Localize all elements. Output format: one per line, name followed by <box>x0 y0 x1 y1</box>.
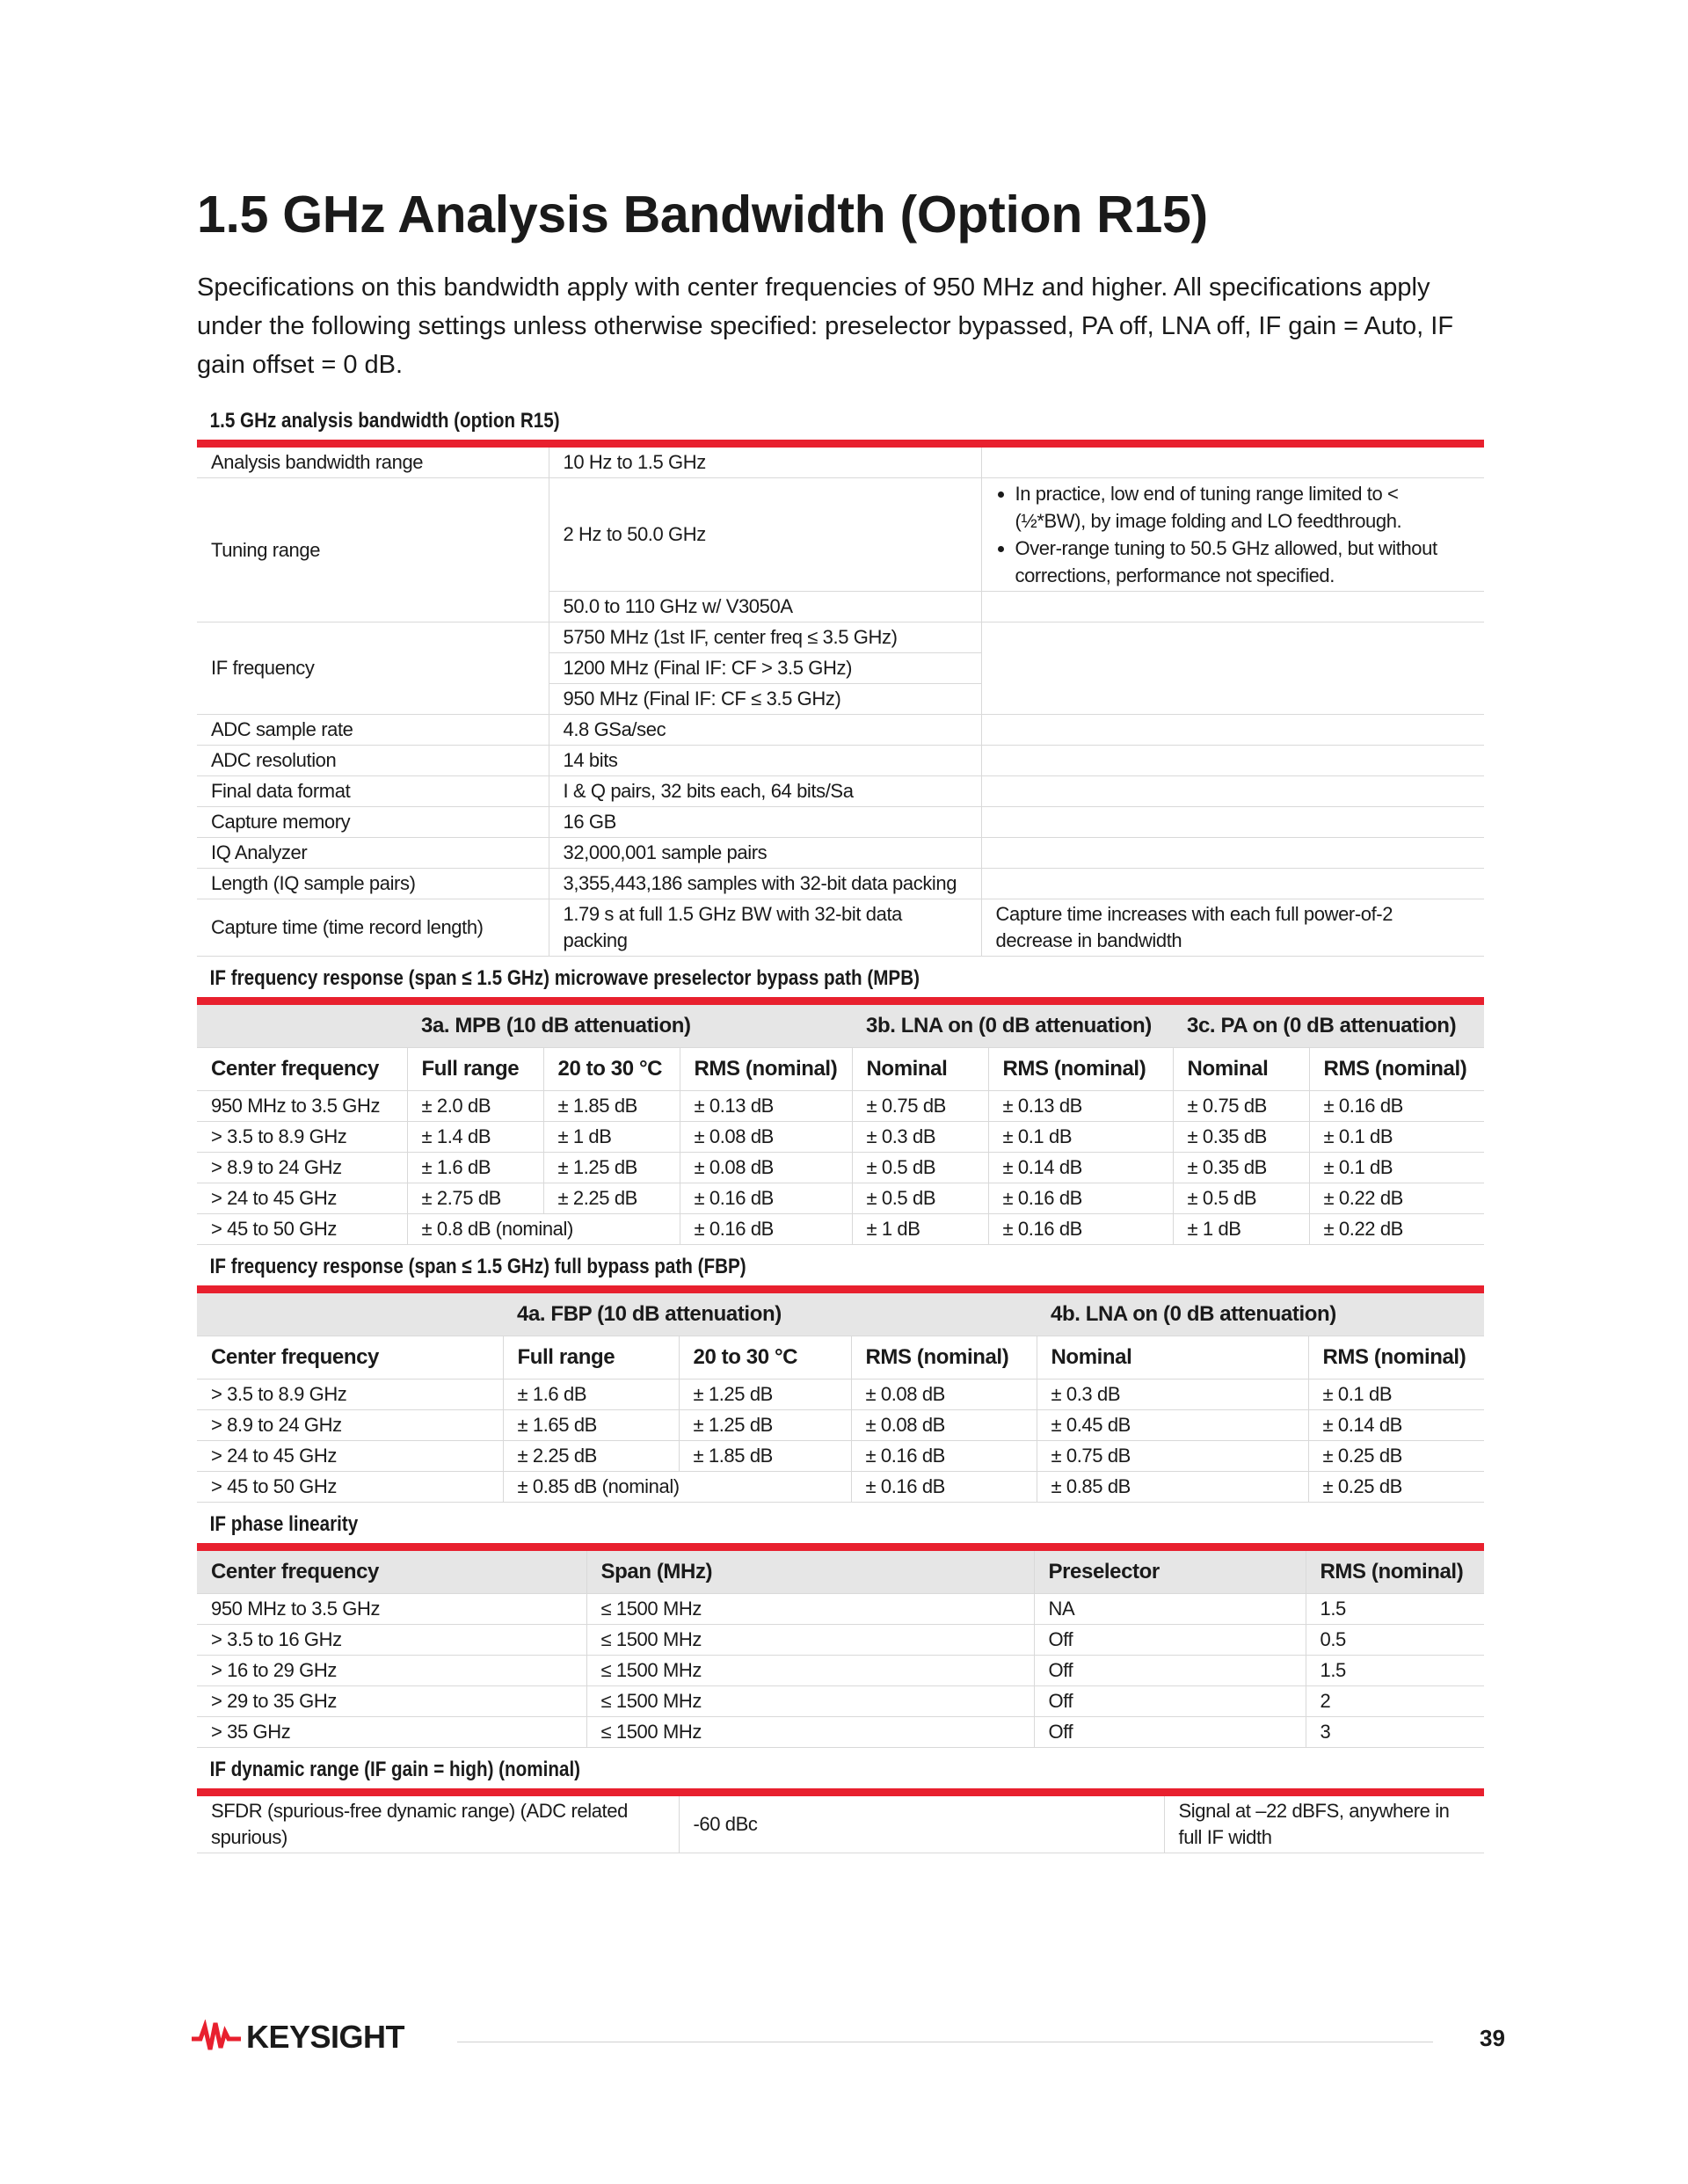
table-row <box>197 1214 1484 1245</box>
table-cell: > 29 to 35 GHz <box>197 1686 586 1717</box>
table-body <box>197 1091 1484 1214</box>
table-cell: ± 1.4 dB <box>407 1122 543 1153</box>
table-row <box>197 899 1484 957</box>
row-note <box>981 715 1484 746</box>
column-header: Full range <box>407 1048 543 1091</box>
table-row <box>197 1183 1484 1214</box>
table-cell: ± 1.6 dB <box>503 1380 679 1410</box>
column-header: RMS (nominal) <box>1306 1551 1484 1594</box>
row-value: 14 bits <box>549 746 981 776</box>
table-cell: ± 0.25 dB <box>1308 1441 1484 1472</box>
table-cell: ± 0.08 dB <box>851 1410 1037 1441</box>
section-divider <box>197 1788 1484 1796</box>
table-cell: ± 0.75 dB <box>1173 1091 1309 1122</box>
table-cell: > 3.5 to 8.9 GHz <box>197 1380 503 1410</box>
spec-content <box>197 403 1484 1853</box>
page-title: 1.5 GHz Analysis Bandwidth (Option R15) <box>197 186 1208 244</box>
table-row <box>197 869 1484 899</box>
row-value: 32,000,001 sample pairs <box>549 838 981 869</box>
row-note: Signal at –22 dBFS, anywhere in full IF width <box>1164 1796 1484 1853</box>
table-cell: ± 1.85 dB <box>543 1091 680 1122</box>
table-cell: 1.5 <box>1306 1656 1484 1686</box>
table-cell: > 24 to 45 GHz <box>197 1183 407 1214</box>
table-cell: ± 2.25 dB <box>503 1441 679 1472</box>
table-cell: 2 <box>1306 1686 1484 1717</box>
dynamic-range-table <box>197 1796 1484 1853</box>
row-label: Analysis bandwidth range <box>197 448 549 478</box>
row-note: Capture time increases with each full power-of-2 decrease in bandwidth <box>981 899 1484 957</box>
column-header: Span (MHz) <box>586 1551 1034 1594</box>
table-cell: ± 0.85 dB <box>1037 1472 1308 1503</box>
row-value: 3,355,443,186 samples with 32-bit data packing <box>549 869 981 899</box>
row-label: IF frequency <box>197 622 549 715</box>
note-item: • Over-range tuning to 50.5 GHz allowed, but without corrections, performance not specified. <box>1015 535 1471 589</box>
row-value: 16 GB <box>549 807 981 838</box>
table-cell: ± 0.16 dB <box>1309 1091 1484 1122</box>
column-header: RMS (nominal) <box>988 1048 1173 1091</box>
table-cell: ± 0.08 dB <box>851 1380 1037 1410</box>
column-header: RMS (nominal) <box>1308 1336 1484 1380</box>
note-item: • In practice, low end of tuning range limited to < (½*BW), by image folding and LO feedthrough. <box>1015 480 1471 535</box>
table-cell: ± 0.16 dB <box>680 1183 852 1214</box>
row-label: IQ Analyzer <box>197 838 549 869</box>
column-header: Full range <box>503 1336 679 1380</box>
table-cell: > 8.9 to 24 GHz <box>197 1410 503 1441</box>
table-cell: 3 <box>1306 1717 1484 1748</box>
row-value: -60 dBc <box>679 1796 1164 1853</box>
table-row <box>197 1625 1484 1656</box>
table-row <box>197 1153 1484 1183</box>
table-cell: ± 0.16 dB <box>680 1214 852 1245</box>
table-cell: Off <box>1034 1656 1306 1686</box>
row-value: 10 Hz to 1.5 GHz <box>549 448 981 478</box>
row-value: 4.8 GSa/sec <box>549 715 981 746</box>
row-note <box>981 807 1484 838</box>
row-label: SFDR (spurious-free dynamic range) (ADC related spurious) <box>197 1796 679 1853</box>
table-cell: ± 0.13 dB <box>680 1091 852 1122</box>
row-note <box>981 776 1484 807</box>
group-header-row <box>197 1005 1484 1048</box>
table-cell: ± 0.3 dB <box>852 1122 988 1153</box>
column-header: Nominal <box>1037 1336 1308 1380</box>
column-header: Preselector <box>1034 1551 1306 1594</box>
table-cell: 1.5 <box>1306 1594 1484 1625</box>
column-header-row <box>197 1336 1484 1380</box>
table-cell: > 3.5 to 8.9 GHz <box>197 1122 407 1153</box>
column-header: Center frequency <box>197 1551 586 1594</box>
table-cell: ≤ 1500 MHz <box>586 1625 1034 1656</box>
table-cell: 950 MHz to 3.5 GHz <box>197 1091 407 1122</box>
table-cell: ± 0.16 dB <box>988 1214 1173 1245</box>
column-header: Nominal <box>1173 1048 1309 1091</box>
table-cell: ± 0.35 dB <box>1173 1153 1309 1183</box>
row-value: 2 Hz to 50.0 GHz <box>549 478 981 592</box>
table-cell: Off <box>1034 1625 1306 1656</box>
table-cell: ± 0.1 dB <box>988 1122 1173 1153</box>
section-title-fbp: IF frequency response (span ≤ 1.5 GHz) full bypass path (FBP) <box>209 1255 746 1278</box>
column-header: Center frequency <box>197 1048 407 1091</box>
table-cell: ± 2.0 dB <box>407 1091 543 1122</box>
column-header: Nominal <box>852 1048 988 1091</box>
group-header-row <box>197 1293 1484 1336</box>
table-cell: ± 0.16 dB <box>988 1183 1173 1214</box>
table-cell: > 16 to 29 GHz <box>197 1656 586 1686</box>
mpb-response-table <box>197 1005 1484 1245</box>
group-header: 4a. FBP (10 dB attenuation) <box>503 1293 1037 1336</box>
row-value: I & Q pairs, 32 bits each, 64 bits/Sa <box>549 776 981 807</box>
analysis-bandwidth-table <box>197 448 1484 957</box>
column-header: RMS (nominal) <box>680 1048 852 1091</box>
table-cell: ± 1.65 dB <box>503 1410 679 1441</box>
table-cell: ± 0.75 dB <box>852 1091 988 1122</box>
table-cell: ≤ 1500 MHz <box>586 1656 1034 1686</box>
row-label: Final data format <box>197 776 549 807</box>
table-cell: > 45 to 50 GHz <box>197 1214 407 1245</box>
table-row <box>197 1410 1484 1441</box>
table-cell: ± 0.5 dB <box>852 1153 988 1183</box>
section-title-phase-linearity: IF phase linearity <box>209 1512 359 1536</box>
table-cell: ± 0.3 dB <box>1037 1380 1308 1410</box>
group-header-empty <box>197 1293 503 1336</box>
fbp-response-table <box>197 1293 1484 1503</box>
table-cell: ± 0.25 dB <box>1308 1472 1484 1503</box>
row-value: 5750 MHz (1st IF, center freq ≤ 3.5 GHz) <box>549 622 981 653</box>
table-cell: ± 0.1 dB <box>1309 1122 1484 1153</box>
keysight-wave-icon <box>192 2020 241 2055</box>
column-header: Center frequency <box>197 1336 503 1380</box>
section-title-analysis-bandwidth: 1.5 GHz analysis bandwidth (option R15) <box>209 409 560 433</box>
table-row <box>197 1472 1484 1503</box>
table-cell: ± 2.25 dB <box>543 1183 680 1214</box>
row-label: Capture memory <box>197 807 549 838</box>
table-row <box>197 1686 1484 1717</box>
row-note <box>981 448 1484 478</box>
table-cell: ± 1 dB <box>543 1122 680 1153</box>
row-value: 950 MHz (Final IF: CF ≤ 3.5 GHz) <box>549 684 981 715</box>
table-cell: ± 0.45 dB <box>1037 1410 1308 1441</box>
table-cell: ± 0.1 dB <box>1309 1153 1484 1183</box>
intro-paragraph: Specifications on this bandwidth apply with center frequencies of 950 MHz and higher. All specifications apply under the following settings unless otherwise specified: preselector bypassed, PA off, LNA off, IF gain = Auto, IF gain offset = 0 dB. <box>197 273 1454 379</box>
table-cell: ± 1.25 dB <box>543 1153 680 1183</box>
table-cell: ± 1 dB <box>852 1214 988 1245</box>
row-note <box>981 478 1484 592</box>
row-note <box>981 746 1484 776</box>
table-body <box>197 1594 1484 1748</box>
table-cell: ± 0.16 dB <box>851 1472 1037 1503</box>
table-cell: ± 1.25 dB <box>679 1380 851 1410</box>
table-cell: ± 0.85 dB (nominal) <box>503 1472 851 1503</box>
table-cell: > 3.5 to 16 GHz <box>197 1625 586 1656</box>
table-cell: ± 0.22 dB <box>1309 1183 1484 1214</box>
table-cell: ± 0.5 dB <box>852 1183 988 1214</box>
table-cell: 0.5 <box>1306 1625 1484 1656</box>
keysight-logo <box>192 2019 404 2056</box>
table-row <box>197 807 1484 838</box>
table-cell: > 35 GHz <box>197 1717 586 1748</box>
table-cell: ± 0.1 dB <box>1308 1380 1484 1410</box>
column-header: 20 to 30 °C <box>679 1336 851 1380</box>
table-row <box>197 448 1484 478</box>
table-cell: ± 0.08 dB <box>680 1122 852 1153</box>
logo-text: KEYSIGHT <box>246 2019 405 2055</box>
table-cell: ± 0.75 dB <box>1037 1441 1308 1472</box>
row-note <box>981 869 1484 899</box>
table-cell: ± 0.5 dB <box>1173 1183 1309 1214</box>
group-header: 3b. LNA on (0 dB attenuation) <box>852 1005 1173 1048</box>
row-note <box>981 592 1484 622</box>
table-row <box>197 1091 1484 1122</box>
table-row <box>197 1380 1484 1410</box>
row-label: ADC resolution <box>197 746 549 776</box>
table-cell: ≤ 1500 MHz <box>586 1717 1034 1748</box>
column-header: RMS (nominal) <box>1309 1048 1484 1091</box>
table-cell: ± 0.08 dB <box>680 1153 852 1183</box>
tuning-notes <box>996 480 1471 589</box>
column-header: 20 to 30 °C <box>543 1048 680 1091</box>
row-value: 50.0 to 110 GHz w/ V3050A <box>549 592 981 622</box>
table-cell: ≤ 1500 MHz <box>586 1594 1034 1625</box>
group-header-empty <box>197 1005 407 1048</box>
table-cell: ± 0.16 dB <box>851 1441 1037 1472</box>
table-row <box>197 1656 1484 1686</box>
phase-linearity-table <box>197 1551 1484 1748</box>
table-cell: Off <box>1034 1717 1306 1748</box>
section-title-mpb: IF frequency response (span ≤ 1.5 GHz) microwave preselector bypass path (MPB) <box>209 966 920 990</box>
table-cell: ± 0.14 dB <box>1308 1410 1484 1441</box>
table-cell: ± 0.22 dB <box>1309 1214 1484 1245</box>
group-header: 3a. MPB (10 dB attenuation) <box>407 1005 852 1048</box>
table-cell: Off <box>1034 1686 1306 1717</box>
section-divider <box>197 440 1484 448</box>
row-value: 1.79 s at full 1.5 GHz BW with 32-bit data packing <box>549 899 981 957</box>
table-row <box>197 622 1484 653</box>
row-note <box>981 622 1484 715</box>
table-cell: ± 1 dB <box>1173 1214 1309 1245</box>
table-row <box>197 838 1484 869</box>
table-cell: > 45 to 50 GHz <box>197 1472 503 1503</box>
row-label: ADC sample rate <box>197 715 549 746</box>
table-row <box>197 1122 1484 1153</box>
table-row <box>197 715 1484 746</box>
table-row <box>197 1594 1484 1625</box>
row-label: Capture time (time record length) <box>197 899 549 957</box>
row-label: Length (IQ sample pairs) <box>197 869 549 899</box>
table-cell: ± 0.13 dB <box>988 1091 1173 1122</box>
table-row <box>197 776 1484 807</box>
row-note <box>981 838 1484 869</box>
section-divider <box>197 1285 1484 1293</box>
table-cell: > 8.9 to 24 GHz <box>197 1153 407 1183</box>
table-cell: ± 1.25 dB <box>679 1410 851 1441</box>
column-header: RMS (nominal) <box>851 1336 1037 1380</box>
group-header: 4b. LNA on (0 dB attenuation) <box>1037 1293 1484 1336</box>
table-cell: ± 2.75 dB <box>407 1183 543 1214</box>
table-cell: > 24 to 45 GHz <box>197 1441 503 1472</box>
row-label: Tuning range <box>197 478 549 622</box>
column-header-row <box>197 1551 1484 1594</box>
row-value: 1200 MHz (Final IF: CF > 3.5 GHz) <box>549 653 981 684</box>
section-title-dynamic-range: IF dynamic range (IF gain = high) (nominal) <box>209 1758 581 1781</box>
table-cell: ≤ 1500 MHz <box>586 1686 1034 1717</box>
table-body <box>197 1380 1484 1472</box>
table-cell: NA <box>1034 1594 1306 1625</box>
page-number: 39 <box>1480 2025 1505 2051</box>
section-divider <box>197 1543 1484 1551</box>
table-cell: ± 1.6 dB <box>407 1153 543 1183</box>
table-cell: ± 0.35 dB <box>1173 1122 1309 1153</box>
group-header: 3c. PA on (0 dB attenuation) <box>1173 1005 1484 1048</box>
table-row <box>197 746 1484 776</box>
table-cell: ± 0.8 dB (nominal) <box>407 1214 680 1245</box>
table-row <box>197 1796 1484 1853</box>
table-cell: ± 0.14 dB <box>988 1153 1173 1183</box>
table-row <box>197 1441 1484 1472</box>
simple-rows <box>197 715 1484 899</box>
column-header-row <box>197 1048 1484 1091</box>
table-row <box>197 1717 1484 1748</box>
table-cell: ± 1.85 dB <box>679 1441 851 1472</box>
table-row <box>197 478 1484 592</box>
table-cell: 950 MHz to 3.5 GHz <box>197 1594 586 1625</box>
section-divider <box>197 997 1484 1005</box>
